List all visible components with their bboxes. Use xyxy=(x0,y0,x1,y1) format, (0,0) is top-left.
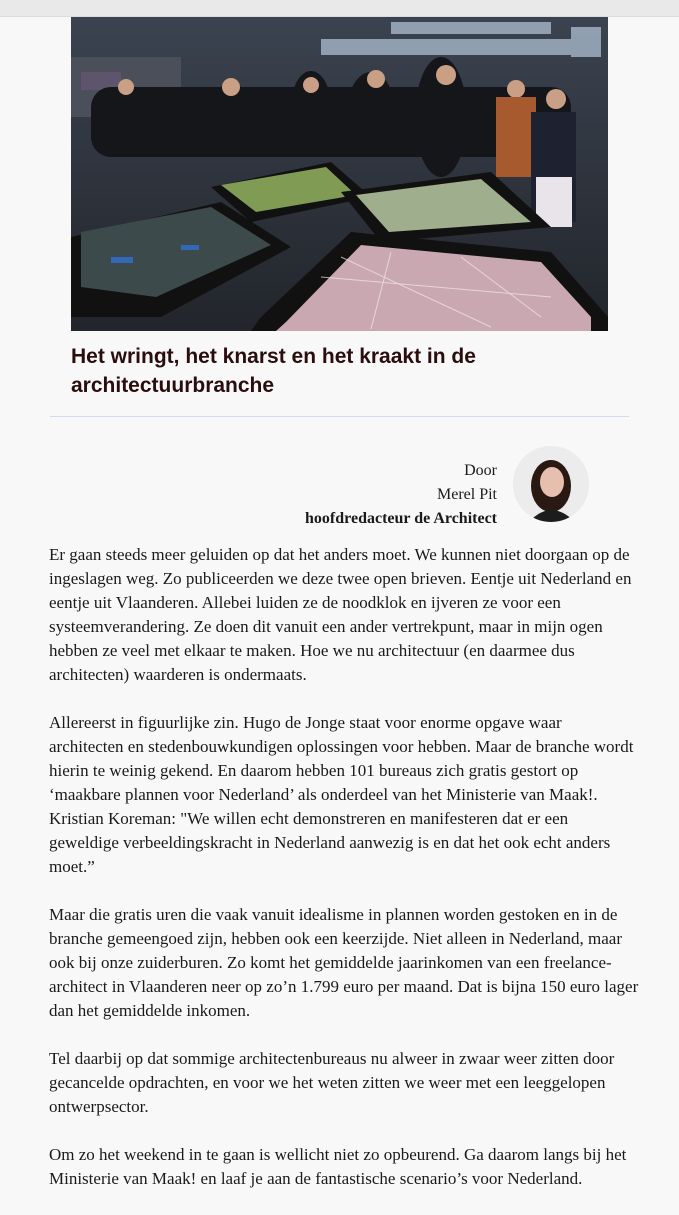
article-headline: Het wringt, het knarst en het kraakt in de architectuurbranche xyxy=(71,345,476,397)
article-paragraph: Allereerst in figuurlijke zin. Hugo de Jonge staat voor enorme opgave waar architecten en stedenbouwkundigen oplossingen voor hebben. Maar de branche wordt hierin te weinig gekend. En daarom hebben 101 bureaus zich gratis gestort op ‘maakbare plannen voor Nederland’ als onderdeel van het Ministerie van Maak!. Kristian Koreman: "We willen echt demonstreren en manifesteren dat er een geweldige verbeeldingskracht in Nederland aanwezig is en dat het ook echt anders moet.” xyxy=(49,713,634,876)
article-paragraph: Er gaan steeds meer geluiden op dat het anders moet. We kunnen niet doorgaan op de ingeslagen weg. Zo publiceerden we deze twee open brieven. Eentje uit Nederland en eentje uit Vlaanderen. Allebei luiden ze de noodklok en ijveren ze voor een systeemverandering. Ze doen dit vanuit een ander vertrekpunt, maar in mijn ogen hebben ze veel met elkaar te maken. Hoe we nu architectuur (en daarmee dus architecten) waarderen is ondermaats. xyxy=(49,545,632,684)
article-body xyxy=(49,543,639,1215)
author-role: hoofdredacteur de Architect xyxy=(305,510,497,527)
hero-photo xyxy=(71,17,608,331)
byline xyxy=(305,459,497,531)
article-paragraph: Om zo het weekend in te gaan is wellicht niet zo opbeurend. Ga daarom langs bij het Ministerie van Maak! en laaf je aan de fantastische scenario’s voor Nederland. xyxy=(49,1145,627,1188)
author-avatar xyxy=(513,446,589,522)
author-name: Merel Pit xyxy=(437,486,497,503)
article-paragraph: Maar die gratis uren die vaak vanuit idealisme in plannen worden gestoken en in de branche gemeengoed zijn, hebben ook een keerzijde. Niet alleen in Nederland, maar ook bij onze zuiderburen. Zo komt het gemiddelde jaarinkomen van een freelance-architect in Vlaanderen neer op zo’n 1.799 euro per maand. Dat is bijna 150 euro lager dan het gemiddelde inkomen. xyxy=(49,905,639,1020)
browser-top-bar xyxy=(0,0,679,17)
byline-prefix: Door xyxy=(464,462,497,479)
divider xyxy=(50,416,629,417)
article-paragraph: Tel daarbij op dat sommige architectenbureaus nu alweer in zwaar weer zitten door gecancelde opdrachten, en voor we het weten zitten we weer met een leeggelopen ontwerpsector. xyxy=(49,1049,615,1116)
